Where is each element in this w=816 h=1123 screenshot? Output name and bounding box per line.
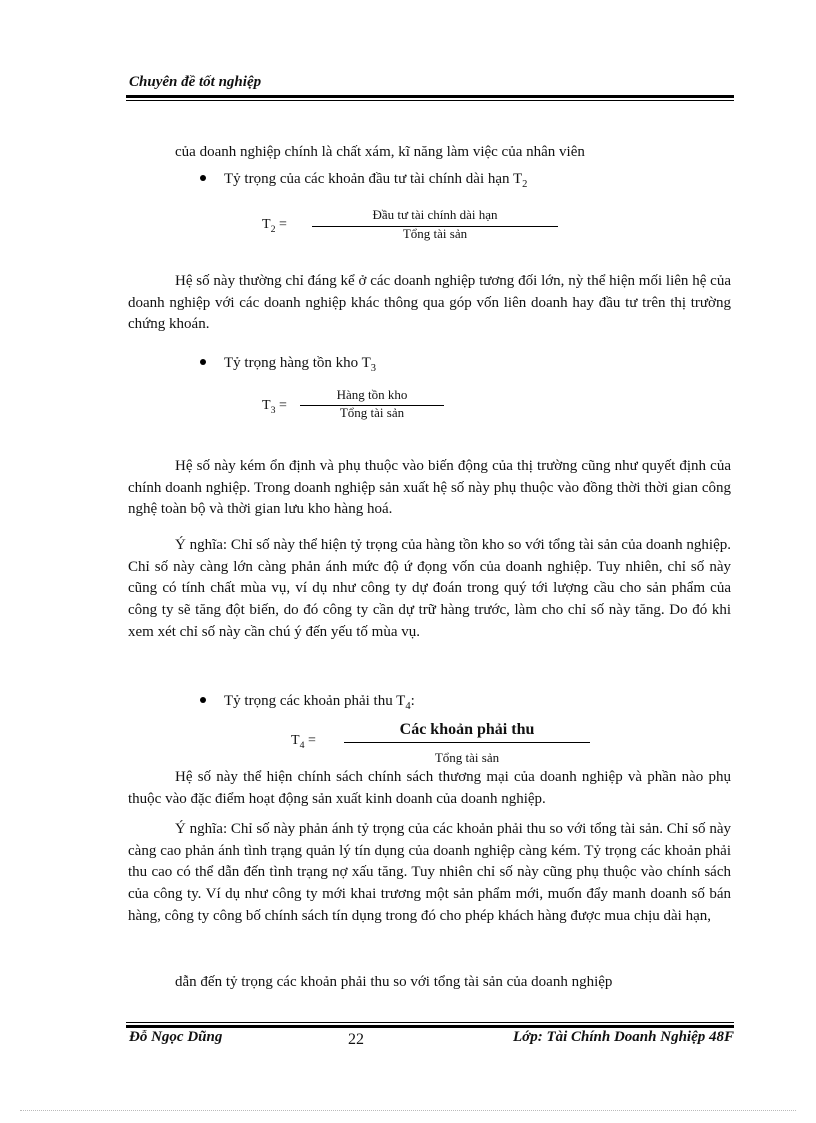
paragraph-2 bbox=[128, 271, 731, 336]
paragraph-3-text: Hệ số này kém ổn định và phụ thuộc vào biến động của thị trường cũng như quyết định của chính doanh nghiệp. Trong doanh nghiệp sản xuất hệ số này phụ thuộc vào đồng thời thời gian công nghệ toàn bộ và thời gian lưu kho hàng hoá. bbox=[128, 458, 731, 518]
bullet-item-t2 bbox=[200, 168, 527, 196]
paragraph-7 bbox=[128, 972, 731, 994]
formula-t3-numerator: Hàng tồn kho bbox=[336, 387, 408, 402]
formula-t4-lhs: $T_4$ = bbox=[291, 733, 316, 751]
bullet-item-t4-colon: : bbox=[410, 693, 415, 709]
footer-class: Lớp: Tài Chính Doanh Nghiệp 48F bbox=[512, 1029, 734, 1045]
paragraph-7-text: dẫn đến tỷ trọng các khoản phải thu so với tổng tài sản của doanh nghiệp bbox=[175, 974, 613, 990]
page-edge-divider bbox=[20, 1110, 796, 1111]
formula-t2-lhs: $T_2$ = bbox=[262, 217, 287, 235]
paragraph-3 bbox=[128, 456, 731, 521]
formula-t2-numerator: Đầu tư tài chính dài hạn bbox=[372, 207, 498, 222]
bullet-item-t2-text: Tỷ trọng của các khoản đầu tư tài chính dài hạn T bbox=[224, 171, 523, 187]
formula-t4-denominator: Tổng tài sản bbox=[434, 750, 500, 765]
page-number: 22 bbox=[348, 1031, 364, 1048]
paragraph-1 bbox=[128, 142, 731, 164]
paragraph-4 bbox=[128, 535, 731, 644]
bullet-dot-icon bbox=[200, 175, 206, 181]
footer-rule bbox=[126, 1022, 734, 1028]
paragraph-1-text: của doanh nghiệp chính là chất xám, kĩ năng làm việc của nhân viên bbox=[175, 144, 585, 160]
bullet-item-t3 bbox=[200, 352, 376, 380]
bullet-item-t4 bbox=[200, 690, 415, 718]
footer-author: Đỗ Ngọc Dũng bbox=[129, 1029, 223, 1045]
formula-t3-denominator: Tổng tài sản bbox=[339, 405, 405, 420]
bullet-dot-icon bbox=[200, 359, 206, 365]
paragraph-6 bbox=[128, 819, 731, 928]
formula-t3-lhs: $T_3$ = bbox=[262, 398, 287, 416]
paragraph-4-text: Ý nghĩa: Chỉ số này thể hiện tỷ trọng của hàng tồn kho so với tổng tài sản của doanh nghiệp. Chỉ số này càng lớn càng phản ánh mức độ ứ đọng vốn của doanh nghiệp. Tuy nhiên, chỉ số này cũng có tính chất mùa vụ, ví dụ như công ty dự đoán trong quý tới lượng cầu cho sản phẩm của công ty sẽ tăng đột biến, do đó công ty cần dự trữ hàng trước, làm cho chỉ số này tăng. Do đó khi xem xét chỉ số này cần chú ý đến yếu tố mùa vụ. bbox=[128, 537, 731, 640]
formula-t4-fraction-bar bbox=[344, 742, 590, 743]
paragraph-2-text: Hệ số này thường chỉ đáng kể ở các doanh nghiệp tương đối lớn, nỳ thể hiện mối liên hệ của doanh nghiệp với các doanh nghiệp khác thông qua góp vốn liên doanh hay đầu tư trên thị trường chứng khoán. bbox=[128, 273, 731, 333]
paragraph-5-text: Hệ số này thể hiện chính sách chính sách thương mại của doanh nghiệp và phần nào phụ thuộc vào đặc điểm hoạt động sản xuất kinh doanh của doanh nghiệp. bbox=[128, 769, 731, 807]
formula-t4-numerator: Các khoản phải thu bbox=[399, 721, 535, 738]
formula-t2-denominator: Tổng tài sản bbox=[402, 226, 468, 241]
bullet-item-t4-subscript: 4 bbox=[405, 701, 411, 712]
paragraph-6-text: Ý nghĩa: Chỉ số này phản ánh tỷ trọng của các khoản phải thu so với tổng tài sản. Chỉ số này càng cao phản ánh tình trạng quản lý tín dụng của doanh nghiệp càng kém. Tỷ trọng các khoản phải thu cao có thể dẫn đến tình trạng nợ xấu tăng. Tuy nhiên chỉ số này cũng phụ thuộc vào chính sách của công ty. Ví dụ như công ty mới khai trương một sản phẩm mới, muốn đẩy manh doanh số bán hàng, công ty công bố chính sách tín dụng trong đó cho phép khách hàng được mua chịu dài hạn, bbox=[128, 821, 731, 924]
header-title: Chuyên đề tốt nghiệp bbox=[129, 74, 262, 90]
bullet-dot-icon bbox=[200, 697, 206, 703]
bullet-item-t3-text: Tỷ trọng hàng tồn kho T bbox=[224, 355, 371, 371]
header-rule bbox=[126, 95, 734, 101]
bullet-item-t4-text: Tỷ trọng các khoản phải thu T bbox=[224, 693, 406, 709]
paragraph-5 bbox=[128, 767, 731, 810]
bullet-item-t3-subscript: 3 bbox=[370, 363, 377, 374]
bullet-item-t2-subscript: 2 bbox=[522, 179, 528, 190]
